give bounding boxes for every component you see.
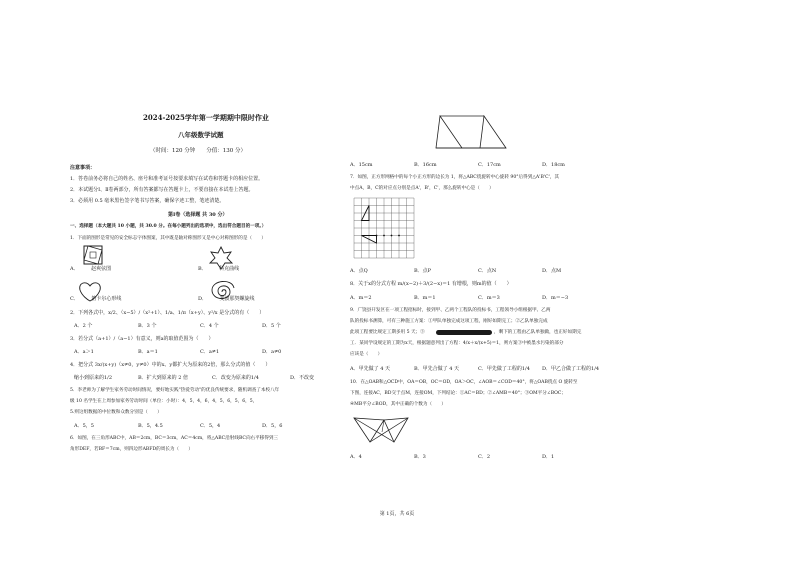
q4-option-a: 缩小到原来的1/2 [74, 375, 113, 381]
q4-option-b: B．扩大到原来的 2 倍 [138, 375, 189, 381]
q2-option-d: D．5 个 [262, 323, 281, 329]
q7-grid-figure [352, 196, 416, 260]
q10-line-2: 下图，连接AC，BD交于点M，连接OM，下列结论：①AC＝BD；②∠AMB＝40°；③OM平分∠BOC； [350, 391, 567, 396]
q3-stem: 3．若分式（a+1）/（a−1）有意义，则a的取值范围为（ ） [70, 336, 214, 342]
page-footer: 第 1页，共 6页 [379, 511, 415, 517]
q5-stem-3: 5.则这组数据的中位数和众数分别是（ ） [70, 410, 162, 415]
section-instruction: 一、选择题（本大题共 10 小题，共 30.0 分。在每小题列出的选项中，选出符合题目的一项。） [70, 224, 267, 229]
q10-rotation-figure [350, 414, 416, 446]
q3-option-d: D．a≠0 [262, 349, 282, 355]
q9-line-3: 此项工程要比规定工期多用 5 天；③ [350, 330, 425, 335]
q8-stem: 8．关于x的分式方程 m/(x−2)＋3/(2−x)＝1 有增根，则m的值（ ） [350, 281, 512, 287]
exam-title: 2024-2025学年第一学期期中限时作业 [143, 113, 269, 122]
q4-option-c: C．改变为原来的1/4 [212, 375, 259, 381]
q1-option-a: A． 赵爽弦图 [70, 266, 112, 272]
q1-option-c: C． 笛卡尔心形线 [70, 296, 122, 302]
q6-stem-1: 6．如图，在三角形ABC中，AB＝2cm，BC＝3cm，AC＝4cm，将△ABC沿射线BC向右平移得到三 [70, 436, 279, 441]
q5-option-a: A．5，5 [74, 423, 94, 429]
q3-option-a: A．a＞1 [74, 349, 94, 355]
q9-line-2: 队的投标书测算，可有三种施工方案：①甲队单独完成这项工程，刚好如期完工；②乙队单独完成 [350, 319, 548, 324]
q6-option-c: C．17cm [478, 162, 501, 168]
q9-line-5: 应该是（ ） [350, 352, 383, 357]
q9-option-b: B．甲先合做了 4 天 [414, 366, 460, 372]
q4-option-d: D．不改变 [290, 375, 315, 381]
note-1: 1．答卷前务必将自己的姓名、座号和准考证号按要求填写在试卷和答题卡的相应位置。 [70, 176, 264, 182]
q7-option-b: B．点P [414, 268, 432, 274]
q10-option-c: C．2 [478, 454, 491, 460]
ink-blot [436, 330, 492, 335]
q3-option-b: B．a＝1 [138, 349, 158, 355]
q9-line-4: 工．某同学设规定的工期为x天，根据题意列出了方程：4/x＋x/(x+5)＝1，则方案③中被墨水污染的部分 [350, 341, 564, 346]
q6-option-a: A．15cm [350, 162, 373, 168]
q10-option-d: D．1 [542, 454, 555, 460]
q4-stem: 4．把分式 3x/(x+y)（x≠0，y≠0）中的x、y都扩大为原来的2倍，那么分式的值（ ） [70, 362, 271, 368]
q2-option-c: C．4 个 [200, 323, 219, 329]
q2-option-a: A．2 个 [74, 323, 93, 329]
q10-line-3: ④MB平分∠BOD，其中正确的个数为（ ） [350, 402, 446, 407]
q8-option-d: D．m＝−3 [542, 295, 569, 301]
q5-option-c: C．5，4 [200, 423, 221, 429]
exam-subtitle: 八年级数学试题 [178, 131, 224, 139]
q10-option-b: B．3 [414, 454, 426, 460]
section-heading: 第Ⅰ卷（选择题 共 30 分） [168, 212, 228, 218]
q9-option-d: D．甲乙合做了工程的1/4 [542, 366, 600, 372]
q9-option-a: A．甲先做了 4 天 [350, 366, 390, 372]
zhao-shuang-figure [82, 244, 104, 266]
q1-option-d: D． 斐波那契螺旋线 [198, 296, 255, 302]
note-3: 3．必须用 0.5 毫米黑色签字笔书写答案，确保字迹工整，笔迹清楚。 [70, 198, 225, 204]
q5-option-b: B．5，4.5 [138, 423, 163, 429]
q6-stem-2: 角形DEF，若BF＝7cm，则四边形ABFD的周长为（ ） [70, 447, 193, 452]
q5-stem-2: 级 10 名学生在上周参加家务劳动时间（单位：小时）：4，5，4，6，4，5，6，5，6，5， [70, 399, 258, 404]
q7-option-d: D．点M [542, 268, 562, 274]
q1-stem: 1．下面的图形是常见的安全标志字体图案，其中既是轴对称图形又是中心对称图形的是（ ） [70, 236, 266, 241]
q6-translation-figure [432, 112, 512, 154]
notes-heading: 注意事项： [70, 165, 96, 171]
q7-option-a: A．点Q [350, 268, 368, 274]
q2-stem: 2．下列各式中，x/2、（x−5）/（x²+1）、1/a、1/π（x+y）、y²/x 是分式的有（ ） [70, 310, 265, 316]
q7-stem-2: 中点A，B，C的对应点分别是点A'，B'，C'，那么旋转中心是（ ） [350, 186, 494, 191]
q6-option-b: B．16cm [414, 162, 437, 168]
q1-option-b: B． 科克曲线 [198, 266, 240, 272]
q5-stem-1: 5．李老师为了解学生家务劳动时间情况，要好地实践"热爱劳动"的优良传统要求，随机调查了本校八年 [70, 388, 280, 393]
q10-line-1: 10．在△OAB和△OCD中，OA＝OB，OC＝OD，OA＞OC，∠AOB＝∠COD＝40°，将△OAB绕点 O 旋转至 [350, 380, 578, 385]
q10-option-a: A．4 [350, 454, 362, 460]
q9-line-3b: ，剩下的工程由乙队单独做，也正好如期完 [494, 330, 582, 335]
q7-option-c: C．点N [478, 268, 497, 274]
q9-option-c: C．甲先做了工程的1/4 [478, 366, 530, 372]
q8-option-b: B．m＝1 [414, 295, 436, 301]
time-score: （时间：120 分钟 分值：130 分） [150, 148, 246, 154]
q7-stem-1: 7．如图，正方形网格中的每个小正方形的边长为 1，将△ABC绕旋转中心旋转 90°后得到△A'B'C'，其 [350, 175, 560, 180]
q8-option-c: C．m＝3 [478, 295, 500, 301]
q3-option-c: C．a≠1 [200, 349, 220, 355]
q2-option-b: B．3 个 [138, 323, 157, 329]
q8-option-a: A．m＝2 [350, 295, 372, 301]
q9-line-1: 9．广饶县开发区在一项工程招标时，接到甲、乙两个工程队的投标书，工程领导小组根据甲、乙两 [350, 308, 551, 313]
q5-option-d: D．5，6 [262, 423, 283, 429]
q6-option-d: D．18cm [542, 162, 565, 168]
note-2: 2．本试题分Ⅰ、Ⅱ卷两部分，所有答案都写在答题卡上，不要直接在本试卷上答题。 [70, 187, 254, 193]
